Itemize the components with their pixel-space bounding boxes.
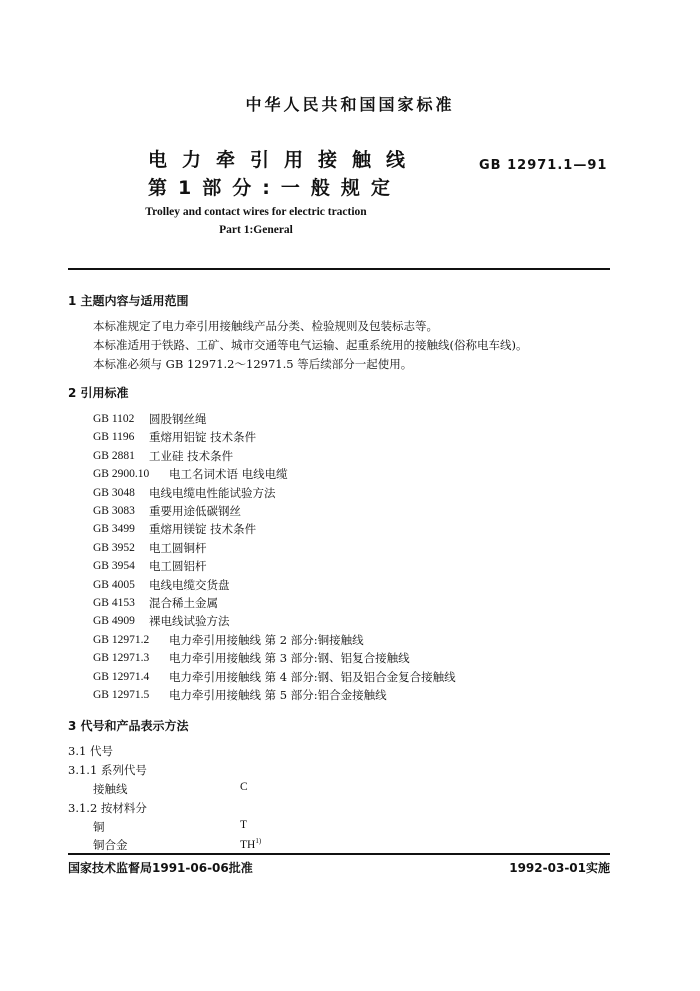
copper-code: T xyxy=(240,819,248,831)
reference-name: 电力牵引用接触线 第 3 部分:钢、铝复合接触线 xyxy=(169,651,410,666)
reference-code: GB 3083 xyxy=(93,505,135,517)
contact-wire-code: C xyxy=(240,781,248,793)
english-title: Trolley and contact wires for electric traction xyxy=(145,206,367,218)
reference-item xyxy=(93,687,387,702)
section1-paragraph-1: 本标准规定了电力牵引用接触线产品分类、检验规则及包装标志等。 xyxy=(93,319,438,333)
reference-item xyxy=(93,485,276,500)
reference-name: 电工名词术语 电线电缆 xyxy=(169,467,288,482)
subsection-3-1: 3.1 代号 xyxy=(68,744,113,758)
section1-paragraph-3: 本标准必须与 GB 12971.2～12971.5 等后续部分一起使用。 xyxy=(93,357,413,371)
copper-alloy-label: 铜合金 xyxy=(93,838,128,852)
reference-item xyxy=(93,540,207,555)
reference-name: 裸电线试验方法 xyxy=(149,614,230,629)
standard-number: GB 12971.1—91 xyxy=(479,158,608,173)
reference-code: GB 3499 xyxy=(93,523,135,536)
subsection-3-1-2: 3.1.2 按材料分 xyxy=(68,801,147,815)
reference-code: GB 1196 xyxy=(93,431,135,444)
reference-item xyxy=(93,669,456,684)
reference-code: GB 3954 xyxy=(93,560,135,573)
reference-name: 电工圆铜杆 xyxy=(149,540,207,555)
national-standard-title: 中华人民共和国国家标准 xyxy=(245,95,455,114)
reference-code: GB 12971.3 xyxy=(93,652,150,665)
reference-code: GB 12971.2 xyxy=(93,633,150,646)
reference-item xyxy=(93,558,207,574)
section3-heading: 3 代号和产品表示方法 xyxy=(68,719,189,733)
reference-code: GB 12971.4 xyxy=(93,670,150,683)
reference-item xyxy=(93,595,218,610)
reference-name: 重熔用镁锭 技术条件 xyxy=(149,522,257,537)
section2-heading: 2 引用标准 xyxy=(68,386,129,400)
reference-item xyxy=(93,503,241,518)
reference-name: 圆股钢丝绳 xyxy=(149,412,207,426)
reference-code: GB 4153 xyxy=(93,597,135,609)
reference-name: 重熔用铝锭 技术条件 xyxy=(149,430,257,445)
header-divider xyxy=(68,268,610,270)
reference-code: GB 12971.5 xyxy=(93,689,150,701)
reference-name: 电线电缆电性能试验方法 xyxy=(149,485,276,500)
copper-alloy-code-text: TH xyxy=(240,838,256,851)
section1-paragraph-2: 本标准适用于铁路、工矿、城市交通等电气运输、起重系统用的接触线(俗称电车线)。 xyxy=(93,338,528,352)
reference-code: GB 4909 xyxy=(93,615,135,628)
reference-item xyxy=(93,613,230,629)
reference-name: 电线电缆交货盘 xyxy=(149,577,230,592)
reference-name: 电力牵引用接触线 第 4 部分:钢、铝及铝合金复合接触线 xyxy=(169,669,456,684)
footnote-marker: 1) xyxy=(255,837,262,845)
reference-name: 电力牵引用接触线 第 2 部分:铜接触线 xyxy=(169,632,364,647)
implementation-date: 1992-03-01实施 xyxy=(509,861,610,875)
section1-heading: 1 主题内容与适用范围 xyxy=(68,294,189,308)
reference-item xyxy=(93,521,257,537)
reference-code: GB 2881 xyxy=(93,449,135,462)
reference-name: 电力牵引用接触线 第 5 部分:铝合金接触线 xyxy=(169,688,387,702)
reference-item xyxy=(93,632,364,647)
reference-item xyxy=(93,650,410,666)
copper-alloy-code xyxy=(240,837,261,851)
reference-name: 混合稀土金属 xyxy=(149,596,218,610)
reference-item xyxy=(93,411,207,426)
reference-code: GB 1102 xyxy=(93,413,135,425)
document-title-line2: 第1部分:一般规定 xyxy=(148,177,401,199)
reference-item xyxy=(93,448,234,463)
subsection-3-1-1: 3.1.1 系列代号 xyxy=(68,763,147,777)
reference-code: GB 2900.10 xyxy=(93,468,150,481)
reference-name: 电工圆铝杆 xyxy=(149,559,207,574)
footer-divider xyxy=(68,853,610,855)
reference-item xyxy=(93,429,257,445)
approval-date: 国家技术监督局1991-06-06批准 xyxy=(68,861,253,875)
reference-code: GB 4005 xyxy=(93,578,135,591)
reference-name: 重要用途低碳钢丝 xyxy=(149,504,241,518)
document-title-line1: 电力牵引用接触线 xyxy=(148,149,421,171)
reference-name: 工业硅 技术条件 xyxy=(149,448,234,463)
reference-item xyxy=(93,466,288,482)
copper-label: 铜 xyxy=(93,820,105,834)
reference-code: GB 3952 xyxy=(93,541,135,554)
english-subtitle: Part 1:General xyxy=(219,224,293,236)
reference-item xyxy=(93,577,230,592)
reference-code: GB 3048 xyxy=(93,486,135,499)
contact-wire-label: 接触线 xyxy=(93,782,128,796)
